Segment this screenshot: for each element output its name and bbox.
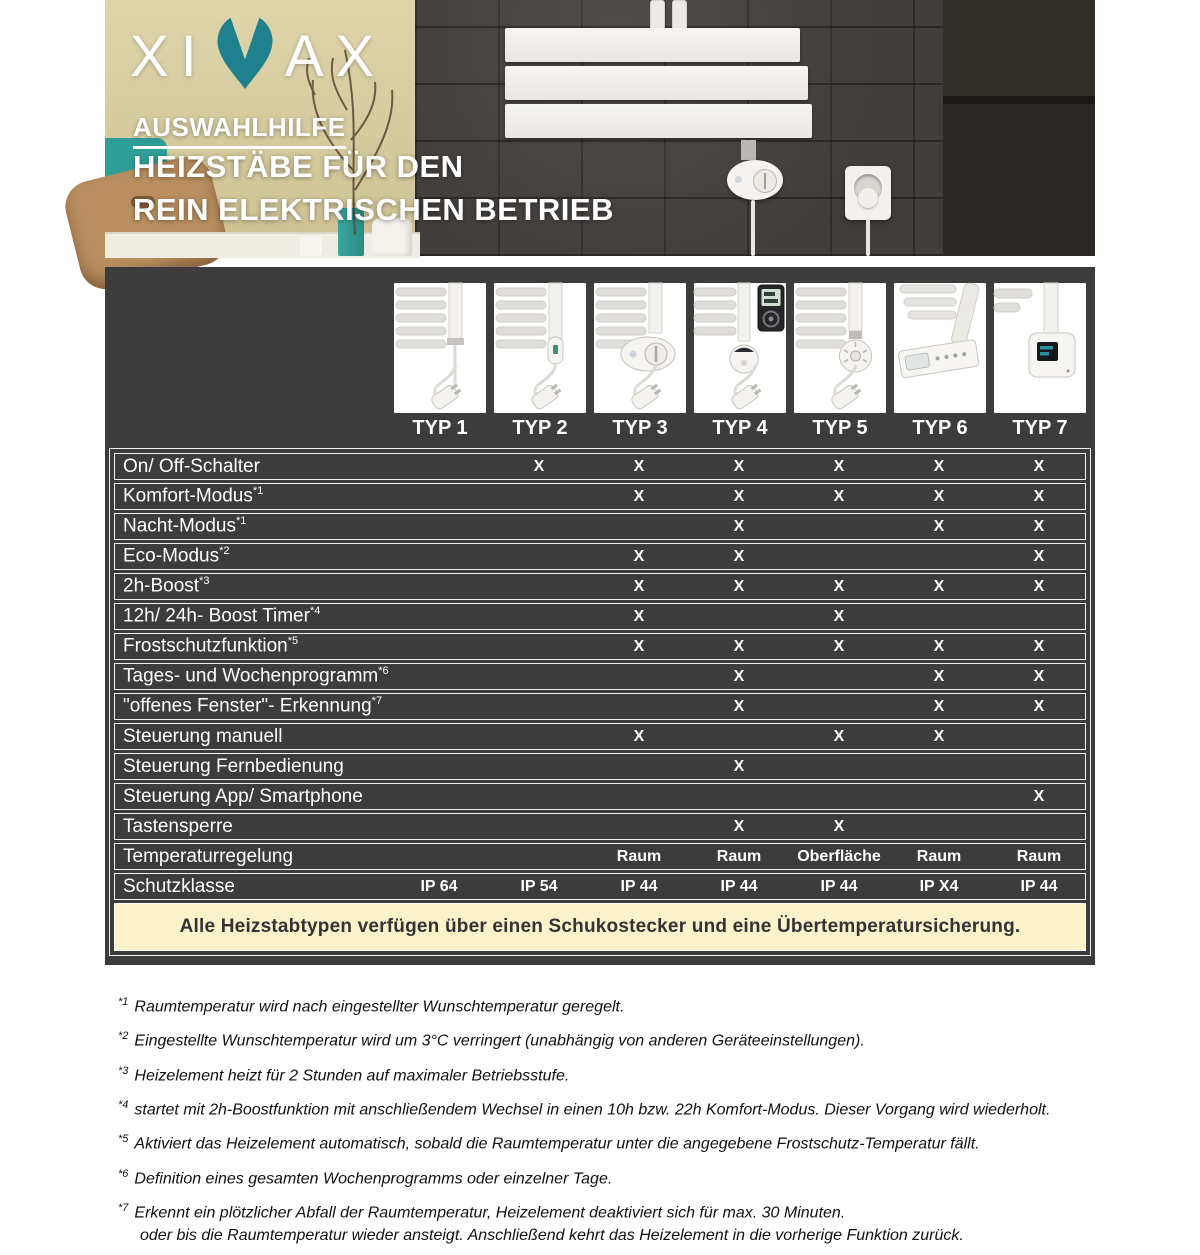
feature-cell: IP 44: [620, 877, 658, 895]
feature-cell: X: [733, 487, 745, 505]
product-photo-cell: [690, 283, 790, 413]
radiator-panel: [505, 28, 800, 62]
note-text: Erkennt ein plötzlicher Abfall der Raumtemperatur, Heizelement deaktiviert sich für max. 30 Minuten.: [134, 1204, 846, 1222]
footer-note: [118, 1095, 1108, 1120]
note-text: startet mit 2h-Boostfunktion mit anschließendem Wechsel in einen 10h bzw. 22h Komfort-Modus. Dieser Vorgang wird wiederholt.: [134, 1101, 1051, 1119]
feature-row: [114, 783, 1086, 810]
feature-label: Steuerung App/ Smartphone: [123, 785, 363, 807]
power-cable: [751, 200, 755, 256]
plug-icon: [858, 188, 878, 208]
footnote-marker: *5: [287, 635, 299, 648]
feature-cell: X: [1033, 577, 1045, 595]
product-photo-cell: [790, 283, 890, 413]
note-text-continued: oder bis die Raumtemperatur wieder ansteigt. Anschließend kehrt das Heizelement in die vorherige Funktion zurück.: [140, 1227, 964, 1245]
feature-cell: X: [733, 577, 745, 595]
note-marker: *4: [118, 1098, 129, 1111]
footer-note: [118, 1061, 1108, 1086]
product-photo-cell: [490, 283, 590, 413]
feature-cell: X: [833, 487, 845, 505]
feature-cell: X: [733, 637, 745, 655]
feature-cell: X: [833, 577, 845, 595]
feature-rows: [109, 448, 1091, 956]
feature-cell: X: [933, 457, 945, 475]
type-label-typ4: TYP 4: [712, 417, 768, 439]
feature-row: [114, 693, 1086, 720]
note-text: Definition eines gesamten Wochenprogramms oder einzelner Tage.: [134, 1169, 613, 1187]
hero-title-line1: HEIZSTÄBE FÜR DEN: [133, 149, 464, 184]
feature-cell: X: [733, 457, 745, 475]
footer-note: [118, 1164, 1108, 1189]
feature-cell: X: [933, 577, 945, 595]
note-text: Raumtemperatur wird nach eingestellter Wunschtemperatur geregelt.: [134, 998, 625, 1016]
feature-cell: X: [833, 637, 845, 655]
heizstab-typ3-photo: [594, 283, 686, 413]
feature-label: Tages- und Wochenprogramm$^{*6}$: [123, 665, 389, 687]
feature-cell: X: [1033, 547, 1045, 565]
feature-label: Nacht-Modus$^{*1}$: [123, 515, 247, 537]
feature-cell: X: [733, 547, 745, 565]
feature-label: Frostschutzfunktion$^{*5}$: [123, 635, 299, 657]
note-marker: *3: [118, 1064, 129, 1077]
feature-cell: X: [533, 457, 545, 475]
cup-illustration: [300, 236, 322, 256]
feature-cell: X: [1033, 487, 1045, 505]
feature-cell: X: [933, 697, 945, 715]
note-marker: *6: [118, 1167, 129, 1180]
feature-row: [114, 633, 1086, 660]
product-photo-cell: [990, 283, 1090, 413]
feature-label: Steuerung manuell: [123, 725, 283, 747]
feature-row: [114, 513, 1086, 540]
feature-label: 12h/ 24h- Boost Timer$^{*4}$: [123, 605, 321, 627]
feature-label: Schutzklasse: [123, 875, 235, 897]
feature-cell: X: [633, 547, 645, 565]
heizstab-typ2-photo: [494, 283, 586, 413]
feature-cell: X: [1033, 667, 1045, 685]
heizstab-typ7-photo: [994, 283, 1086, 413]
footnotes: [118, 992, 1108, 1255]
feature-label: Temperaturregelung: [123, 845, 294, 867]
feature-cell: X: [733, 667, 745, 685]
feature-cell: X: [633, 637, 645, 655]
wall-socket-illustration: [845, 166, 891, 220]
hero-banner: [105, 0, 1095, 256]
feature-cell: X: [633, 607, 645, 625]
type-label-typ1: TYP 1: [412, 417, 468, 439]
feature-cell: Raum: [716, 847, 762, 865]
feature-cell: X: [733, 517, 745, 535]
feature-row: [114, 543, 1086, 570]
logo-text-right: AX: [284, 23, 387, 89]
heizstab-typ1-photo: [394, 283, 486, 413]
feature-row: [114, 843, 1086, 870]
feature-cell: X: [933, 517, 945, 535]
feature-cell: X: [833, 457, 845, 475]
hero-title-line2: REIN ELEKTRISCHEN BETRIEB: [133, 192, 614, 227]
feature-cell: X: [1033, 637, 1045, 655]
note-text: Eingestellte Wunschtemperatur wird um 3°C verringert (unabhängig von anderen Geräteeinstellungen).: [134, 1032, 865, 1050]
feature-label: Komfort-Modus$^{*1}$: [123, 485, 264, 507]
feature-cell: IP 54: [520, 877, 558, 895]
note-marker: *1: [118, 996, 129, 1008]
feature-cell: X: [833, 607, 845, 625]
feature-cell: IP 44: [820, 877, 858, 895]
note-text: Heizelement heizt für 2 Stunden auf maximaler Betriebsstufe.: [134, 1066, 570, 1084]
product-photo-cell: [590, 283, 690, 413]
feature-label: Tastensperre: [123, 815, 233, 837]
note-marker: *2: [118, 1030, 129, 1043]
feature-cell: X: [633, 577, 645, 595]
feature-cell: X: [1033, 517, 1045, 535]
product-photo-row: [105, 283, 1095, 413]
feature-label: Eco-Modus$^{*2}$: [123, 545, 230, 567]
product-photo-cell: [890, 283, 990, 413]
led-icon: [735, 176, 742, 183]
feature-cell: X: [1033, 787, 1045, 805]
banner-note: Alle Heizstabtypen verfügen über einen Schukostecker und eine Übertemperatursicherung.: [114, 903, 1086, 951]
footnote-marker: *4: [309, 605, 321, 618]
feature-cell: X: [1033, 697, 1045, 715]
type-label-typ7: TYP 7: [1012, 417, 1068, 439]
footnote-marker: *7: [371, 695, 383, 708]
note-marker: *7: [118, 1201, 129, 1214]
footnote-marker: *6: [378, 665, 389, 678]
footer-note: [118, 1129, 1108, 1154]
dial-icon: [753, 169, 777, 193]
footnote-marker: *1: [236, 515, 247, 528]
feature-cell: Oberfläche: [797, 847, 881, 865]
footer-note: [118, 1026, 1108, 1051]
footnote-marker: *1: [252, 485, 264, 498]
feature-cell: Raum: [1016, 847, 1062, 865]
ximax-logo: [130, 12, 386, 100]
feature-cell: IP X4: [919, 877, 959, 895]
feature-label: On/ Off-Schalter: [123, 455, 260, 477]
feature-cell: X: [733, 817, 745, 835]
feature-row: [114, 483, 1086, 510]
feature-label: 2h-Boost$^{*3}$: [123, 575, 210, 597]
bathroom-cabinet: [943, 0, 1095, 256]
feature-cell: X: [833, 727, 845, 745]
note-text: Aktiviert das Heizelement automatisch, sobald die Raumtemperatur unter die angegebene Frostschutz-Temperatur fällt.: [134, 1135, 980, 1153]
heizstab-typ5-photo: [794, 283, 886, 413]
feature-label: "offenes Fenster"- Erkennung$^{*7}$: [123, 695, 383, 717]
feature-label: Steuerung Fernbedienung: [123, 755, 344, 777]
feature-cell: X: [1033, 457, 1045, 475]
feature-row: [114, 753, 1086, 780]
comparison-table: [105, 267, 1095, 965]
feature-row: [114, 453, 1086, 480]
feature-cell: X: [633, 487, 645, 505]
type-label-typ3: TYP 3: [612, 417, 668, 439]
product-photo-cell: [390, 283, 490, 413]
note-marker: *5: [118, 1133, 129, 1146]
feature-cell: X: [733, 697, 745, 715]
feature-cell: X: [933, 727, 945, 745]
type-label-typ5: TYP 5: [812, 417, 868, 439]
feature-cell: IP 44: [720, 877, 758, 895]
feature-cell: Raum: [916, 847, 962, 865]
feature-cell: X: [633, 727, 645, 745]
footnote-marker: *2: [219, 545, 230, 558]
feature-cell: X: [933, 667, 945, 685]
radiator-panel: [505, 104, 812, 138]
heating-element-illustration: [727, 160, 783, 200]
footer-note: [118, 992, 1108, 1017]
feature-cell: X: [933, 487, 945, 505]
feature-cell: IP 44: [1020, 877, 1058, 895]
selection-guide-eyebrow: AUSWAHLHILFE: [133, 112, 346, 149]
heizstab-typ4-photo: [694, 283, 786, 413]
feature-cell: X: [733, 757, 745, 775]
power-cable: [866, 218, 870, 256]
feature-row: [114, 603, 1086, 630]
radiator-connector: [741, 140, 756, 160]
type-label-typ2: TYP 2: [512, 417, 568, 439]
footer-note: [118, 1198, 1108, 1246]
feature-row: [114, 813, 1086, 840]
feature-cell: X: [633, 457, 645, 475]
type-label-typ6: TYP 6: [912, 417, 968, 439]
feature-row: [114, 663, 1086, 690]
heizstab-typ6-photo: [894, 283, 986, 413]
logo-text-left: XI: [130, 23, 209, 89]
footnote-marker: *3: [199, 575, 210, 588]
feature-cell: X: [933, 637, 945, 655]
radiator-panel: [505, 66, 808, 100]
feature-cell: X: [833, 817, 845, 835]
feature-row: [114, 723, 1086, 750]
type-label-row: [105, 417, 1095, 440]
feature-row: [114, 873, 1086, 900]
feature-row: [114, 573, 1086, 600]
logo-m-icon: [209, 12, 281, 94]
feature-cell: Raum: [616, 847, 662, 865]
feature-cell: IP 64: [420, 877, 458, 895]
